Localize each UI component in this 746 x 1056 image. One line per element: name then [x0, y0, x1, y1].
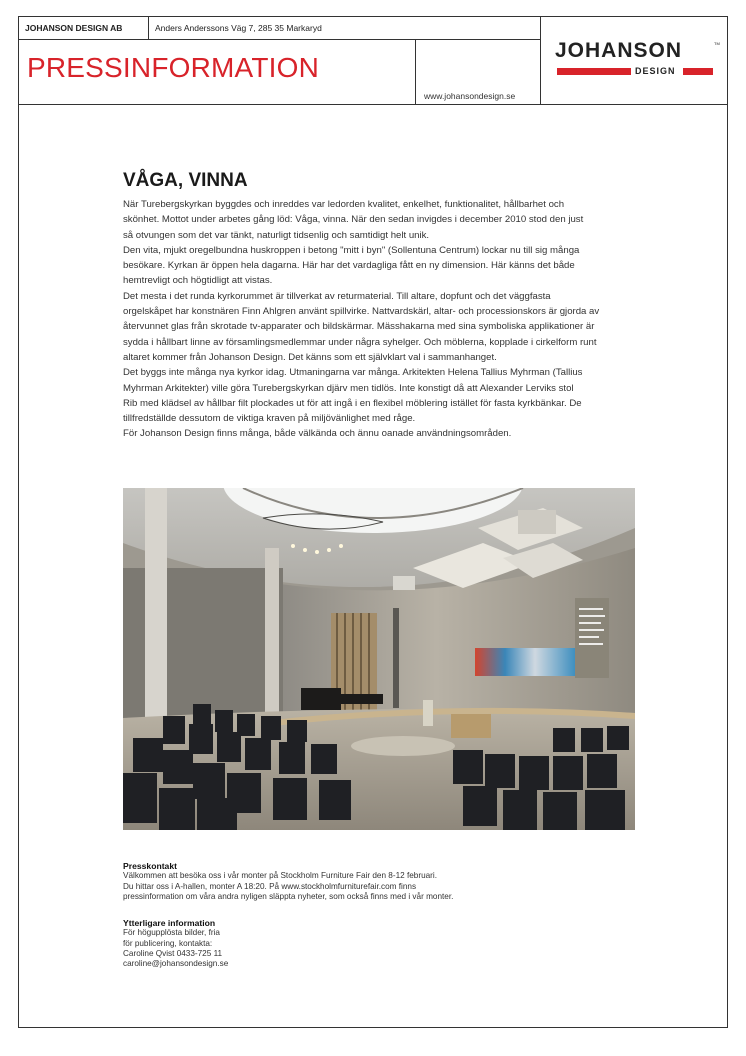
article-line: Rib med klädsel av hållbar filt plockades ut för att ingå i en flexibel möblering istället för fasta kyrkbänkar. De [123, 397, 582, 409]
article-line: besökare. Kyrkan är öppen hela dagarna. Här har det vardagliga fått en ny dimension. Här känns det både [123, 260, 575, 272]
logo-design-text: DESIGN [635, 66, 676, 76]
article-line: tillfredställde dessutom de viktiga kraven på miljövänlighet med råge. [123, 413, 416, 425]
more-info-section [123, 918, 228, 969]
header-main [19, 40, 541, 104]
press-contact-line: Välkommen att besöka oss i vår monter på Stockholm Furniture Fair den 8-12 februari. [123, 871, 437, 881]
company-address: Anders Anderssons Väg 7, 285 35 Markaryd [155, 23, 322, 33]
article-line: sydda i hållbart linne av församlingsmedlemmar under några syhelger. Och möblerna, kopplade i cirkelform runt [123, 336, 597, 348]
article-heading: VÅGA, VINNA [123, 170, 248, 191]
header-top-row [19, 17, 541, 40]
more-info-line: för publicering, kontakta: [123, 938, 213, 948]
church-interior-photo [123, 488, 635, 830]
article-line: Den vita, mjukt oregelbundna huskroppen i betong "mitt i byn" (Sollentuna Centrum) lockar nu till sig många [123, 244, 580, 256]
article-line: När Turebergskyrkan byggdes och inreddes var ledorden kvalitet, enkelhet, funktionalitet, hållbarhet och [123, 199, 565, 210]
johanson-design-logo [551, 39, 721, 83]
url-box [415, 40, 541, 104]
website-link[interactable]: www.johansondesign.se [424, 91, 516, 101]
article-line: Det byggs inte många nya kyrkor idag. Utmaningarna var många. Arkitekten Helena Tallius Myhrman (Tallius [123, 367, 583, 379]
contact-email[interactable]: caroline@johansondesign.se [123, 959, 229, 969]
logo-wordmark: JOHANSON [555, 39, 683, 62]
press-contact-line: Du hittar oss i A-hallen, monter A 18:20. På www.stockholmfurniturefair.com finns [123, 881, 417, 891]
logo-red-bar-left [557, 68, 631, 75]
press-contact-line: pressinformation om våra andra nyligen släppta nyheter, som också finns med i vår monter. [123, 891, 454, 901]
logo-red-bar-right [683, 68, 713, 75]
press-contact-heading: Presskontakt [123, 861, 177, 871]
logo-trademark: TM [714, 41, 720, 46]
article-line: altaret kommer från Johanson Design. Det känns som ett självklart val i sammanhanget. [123, 351, 497, 363]
article-line: så otvungen som det var tänkt, naturligt tidsenlig och samtidigt helt unik. [123, 229, 430, 241]
contact-name-phone: Caroline Qvist 0433-725 11 [123, 948, 223, 958]
press-contact-section [123, 861, 453, 902]
article-line: orgelskåpet har konstnären Finn Ahlgren använt spillvirke. Nattvardskärl, altar- och processionskors är gjorda av [123, 306, 600, 318]
article-line: hemtrevligt och högtidligt att vistas. [123, 275, 273, 287]
article-line: Det mesta i det runda kyrkorummet är tillverkat av returmaterial. Till altare, dopfunt och det väggfasta [123, 290, 551, 302]
article-line: Myhrman Arkitekter) ville göra Turebergskyrkan djärv men tidlös. Inte konstigt då att Alexander Lerviks stol [123, 382, 574, 394]
page-title: PRESSINFORMATION [27, 52, 320, 83]
article-line: återvunnet glas från skrotade tv-apparater och bildskärmar. Mässhakarna med sina symboliska applikationer är [123, 321, 595, 333]
company-name: JOHANSON DESIGN AB [19, 17, 149, 39]
header-divider [19, 104, 727, 105]
article-line: skönhet. Mottot under arbetes gång löd: Våga, vinna. När den sedan invigdes i december 2010 stod den just [123, 214, 584, 226]
more-info-heading: Ytterligare information [123, 918, 216, 928]
article-line: För Johanson Design finns många, både välkända och ännu oanade användningsområden. [123, 428, 512, 440]
article-body [123, 197, 675, 442]
more-info-line: För högupplösta bilder, fria [123, 928, 220, 938]
